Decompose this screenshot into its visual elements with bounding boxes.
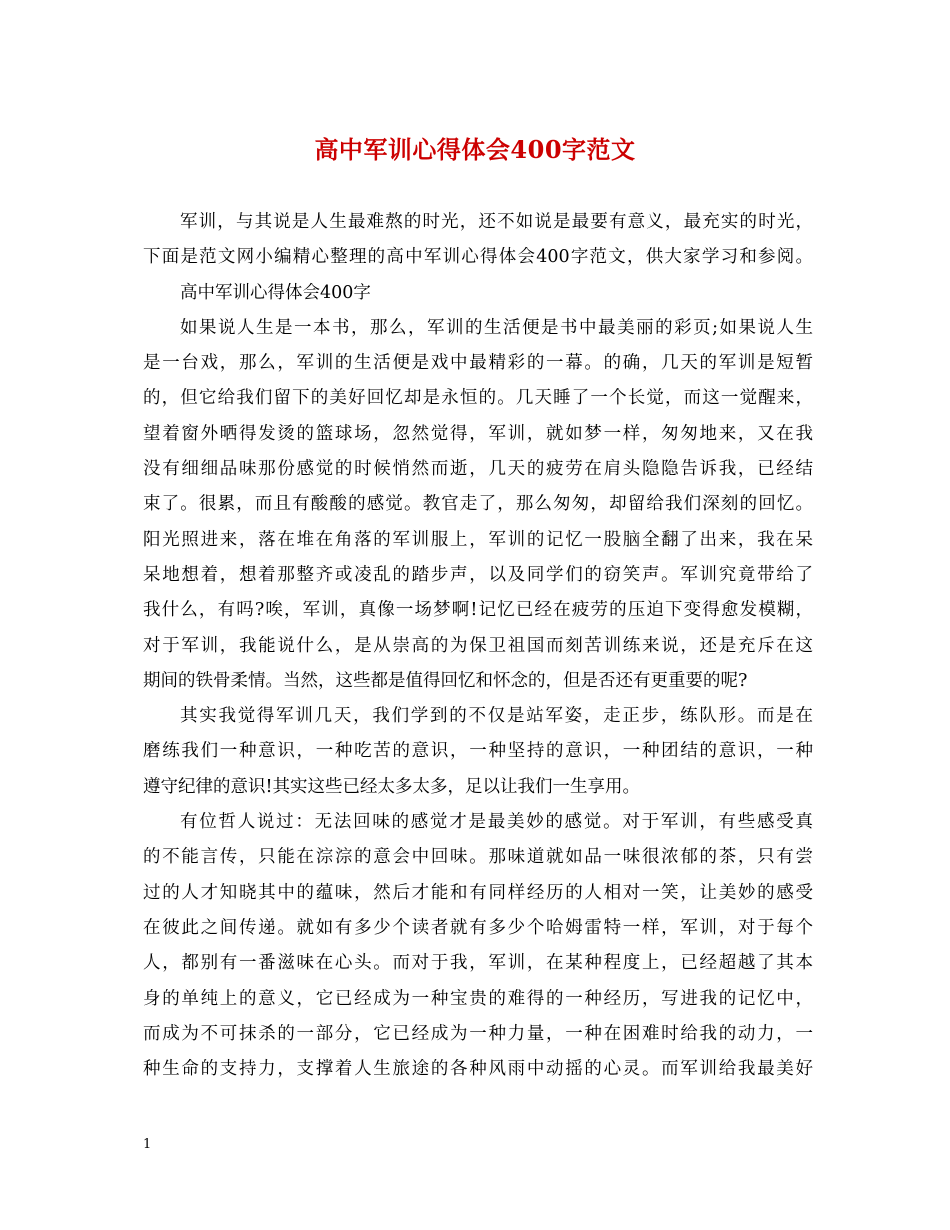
text-line: 呆地想着，想着那整齐或凌乱的踏步声，以及同学们的窃笑声。军训究竟带给了 [143,564,813,585]
text-line: 没有细细品味那份感觉的时候悄然而逝，几天的疲劳在肩头隐隐告诉我，已经结 [143,459,813,480]
text-line: 高中军训心得体会400字 [180,282,371,303]
page-number: 1 [143,1137,152,1152]
text-line: 期间的铁骨柔情。当然，这些都是值得回忆和怀念的，但是否还有更重要的呢? [143,670,748,691]
text-line: 在彼此之间传递。就如有多少个读者就有多少个哈姆雷特一样，军训，对于每个 [143,917,813,938]
text-line: 军训，与其说是人生最难熬的时光，还不如说是最要有意义，最充实的时光， [180,212,813,232]
text-line: 磨练我们一种意识，一种吃苦的意识，一种坚持的意识，一种团结的意识，一种 [143,741,813,762]
text-line: 身的单纯上的意义，它已经成为一种宝贵的难得的一种经历，写进我的记忆中， [143,988,813,1009]
text-line: 我什么，有吗?唉，军训，真像一场梦啊!记忆已经在疲劳的压迫下变得愈发模糊， [143,600,813,621]
text-line: 其实我觉得军训几天，我们学到的不仅是站军姿，走正步，练队形。而是在 [180,706,813,727]
text-line: 束了。很累，而且有酸酸的感觉。教官走了，那么匆匆，却留给我们深刻的回忆。 [143,494,813,515]
text-line: 下面是范文网小编精心整理的高中军训心得体会400字范文，供大家学习和参阅。 [143,247,813,268]
text-line: 的，但它给我们留下的美好回忆却是永恒的。几天睡了一个长觉，而这一觉醒来， [143,388,813,409]
text-line: 如果说人生是一本书，那么，军训的生活便是书中最美丽的彩页;如果说人生 [180,317,813,338]
text-line: 阳光照进来，落在堆在角落的军训服上，军训的记忆一股脑全翻了出来，我在呆 [143,529,813,550]
document-title: 高中军训心得体会400字范文 [314,135,636,164]
text-line: 遵守纪律的意识!其实这些已经太多太多，足以让我们一生享用。 [143,776,641,797]
document-body [143,205,813,1087]
text-line: 而成为不可抹杀的一部分，它已经成为一种力量，一种在困难时给我的动力，一 [143,1023,813,1044]
text-line: 种生命的支持力，支撑着人生旅途的各种风雨中动摇的心灵。而军训给我最美好 [143,1059,813,1080]
text-line: 人，都别有一番滋味在心头。而对于我，军训，在某种程度上，已经超越了其本 [143,953,813,974]
text-line: 对于军训，我能说什么，是从崇高的为保卫祖国而刻苦训练来说，还是充斥在这 [143,635,813,656]
text-line: 是一台戏，那么，军训的生活便是戏中最精彩的一幕。的确，几天的军训是短暂 [143,353,813,374]
text-line: 过的人才知晓其中的蕴味，然后才能和有同样经历的人相对一笑，让美妙的感受 [143,882,813,903]
text-line: 的不能言传，只能在淙淙的意会中回味。那味道就如品一味很浓郁的茶，只有尝 [143,847,813,868]
text-line: 有位哲人说过：无法回味的感觉才是最美妙的感觉。对于军训，有些感受真 [180,812,813,833]
text-line: 望着窗外晒得发烫的篮球场，忽然觉得，军训，就如梦一样，匆匆地来，又在我 [143,423,813,444]
